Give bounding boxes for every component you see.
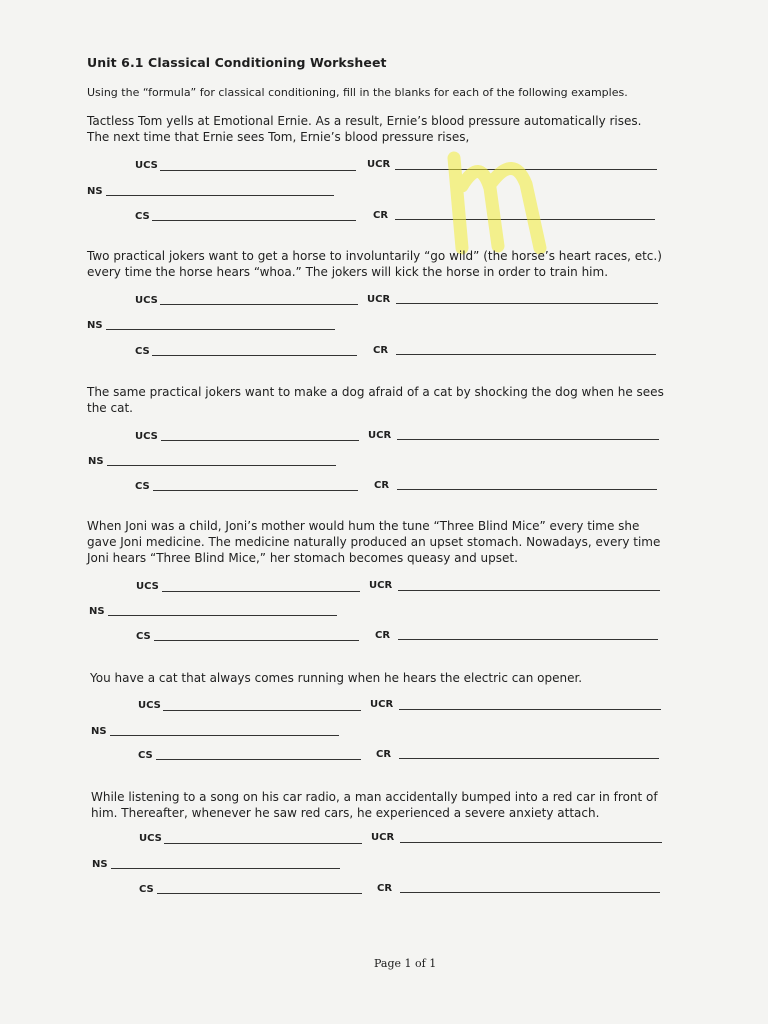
cs-blank[interactable] (154, 640, 359, 641)
example-1-prompt (87, 113, 727, 145)
ucs-label: UCS (136, 581, 159, 592)
ucs-label: UCS (138, 700, 161, 711)
cr-label: CR (373, 345, 389, 356)
ucr-blank[interactable] (399, 709, 661, 710)
cs-label: CS (135, 211, 150, 222)
prompt-line: You have a cat that always comes running when he hears the electric can opener. (90, 671, 583, 685)
cr-label: CR (377, 883, 393, 894)
cr-blank[interactable] (397, 489, 657, 490)
cr-label: CR (374, 480, 390, 491)
example-6-prompt (91, 789, 731, 821)
example-2-prompt (87, 248, 727, 280)
instructions: Using the “formula” for classical conditioning, fill in the blanks for each of the following examples. (87, 86, 628, 99)
ucs-blank[interactable] (164, 843, 362, 844)
cs-label: CS (139, 884, 154, 895)
cs-blank[interactable] (153, 490, 358, 491)
example-3-prompt (87, 384, 727, 416)
ucr-label: UCR (369, 580, 393, 591)
prompt-line: The next time that Ernie sees Tom, Ernie’s blood pressure rises, (87, 130, 470, 144)
ns-label: NS (88, 456, 104, 467)
ns-label: NS (87, 320, 103, 331)
prompt-line: Joni hears “Three Blind Mice,” her stomach becomes queasy and upset. (87, 551, 518, 565)
ucs-label: UCS (135, 431, 158, 442)
ns-label: NS (89, 606, 105, 617)
ucr-blank[interactable] (398, 590, 660, 591)
cs-label: CS (138, 750, 153, 761)
ucr-blank[interactable] (396, 303, 658, 304)
cs-blank[interactable] (157, 893, 362, 894)
ns-label: NS (91, 726, 107, 737)
ucs-blank[interactable] (160, 170, 356, 171)
ucs-label: UCS (135, 295, 158, 306)
ns-label: NS (92, 859, 108, 870)
ucr-label: UCR (368, 430, 392, 441)
ucs-blank[interactable] (163, 710, 361, 711)
prompt-line: Two practical jokers want to get a horse to involuntarily “go wild” (the horse’s heart races, etc.) (87, 249, 662, 263)
ns-blank[interactable] (106, 195, 334, 196)
ucs-blank[interactable] (160, 304, 358, 305)
prompt-line: The same practical jokers want to make a dog afraid of a cat by shocking the dog when he sees (87, 385, 664, 399)
highlighter-scribble-icon (440, 148, 560, 258)
ucr-blank[interactable] (400, 842, 662, 843)
prompt-line: gave Joni medicine. The medicine naturally produced an upset stomach. Nowadays, every time (87, 535, 661, 549)
ucr-label: UCR (367, 159, 391, 170)
prompt-line: him. Thereafter, whenever he saw red cars, he experienced a severe anxiety attach. (91, 806, 600, 820)
cr-blank[interactable] (400, 892, 660, 893)
ucs-label: UCS (139, 833, 162, 844)
ucr-label: UCR (370, 699, 394, 710)
cs-blank[interactable] (152, 220, 356, 221)
ucr-label: UCR (367, 294, 391, 305)
page-number: Page 1 of 1 (374, 957, 437, 970)
prompt-line: Tactless Tom yells at Emotional Ernie. As a result, Ernie’s blood pressure automatically rises. (87, 114, 642, 128)
ns-blank[interactable] (110, 735, 339, 736)
example-4-prompt (87, 518, 727, 566)
ns-blank[interactable] (108, 615, 337, 616)
cr-blank[interactable] (396, 354, 656, 355)
cs-label: CS (135, 481, 150, 492)
prompt-line: every time the horse hears “whoa.” The jokers will kick the horse in order to train him. (87, 265, 609, 279)
cr-label: CR (375, 630, 391, 641)
ucs-label: UCS (135, 160, 158, 171)
cs-label: CS (136, 631, 151, 642)
cr-blank[interactable] (399, 758, 659, 759)
prompt-line: When Joni was a child, Joni’s mother would hum the tune “Three Blind Mice” every time she (87, 519, 640, 533)
cr-label: CR (373, 210, 389, 221)
ns-label: NS (87, 186, 103, 197)
ucr-blank[interactable] (397, 439, 659, 440)
cr-blank[interactable] (398, 639, 658, 640)
cr-label: CR (376, 749, 392, 760)
page-title: Unit 6.1 Classical Conditioning Worksheet (87, 55, 387, 70)
ns-blank[interactable] (106, 329, 335, 330)
cs-blank[interactable] (152, 355, 357, 356)
cs-blank[interactable] (156, 759, 361, 760)
ucs-blank[interactable] (161, 440, 359, 441)
prompt-line: the cat. (87, 401, 133, 415)
prompt-line: While listening to a song on his car radio, a man accidentally bumped into a red car in front of (91, 790, 658, 804)
highlighter-stroke (454, 158, 540, 248)
cs-label: CS (135, 346, 150, 357)
example-5-prompt (90, 670, 730, 686)
ns-blank[interactable] (111, 868, 340, 869)
ucr-label: UCR (371, 832, 395, 843)
ns-blank[interactable] (107, 465, 336, 466)
ucs-blank[interactable] (162, 591, 360, 592)
